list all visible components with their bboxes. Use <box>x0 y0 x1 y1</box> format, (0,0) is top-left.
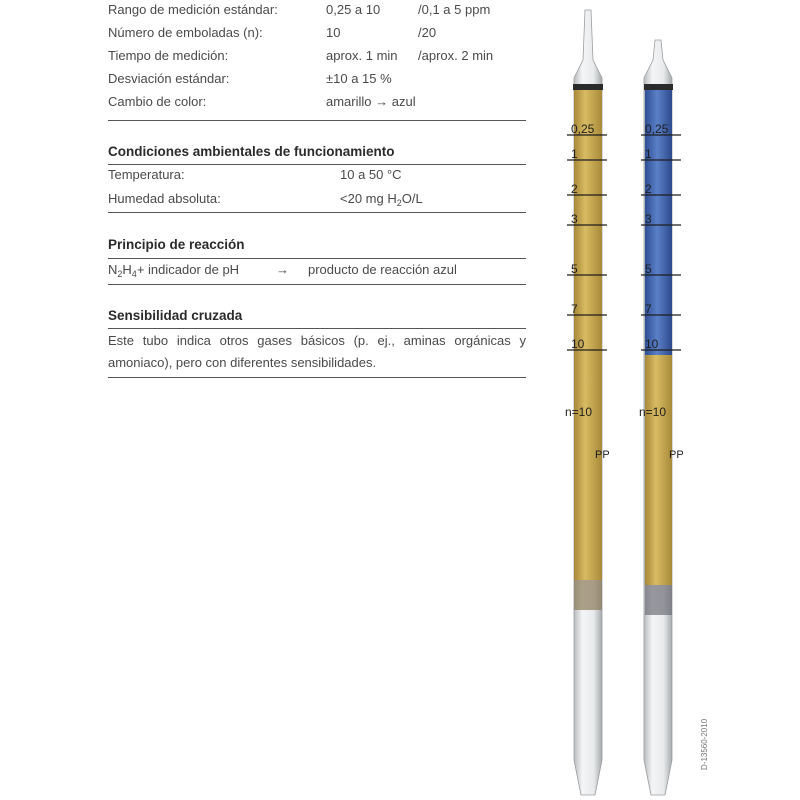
humidity-label: Humedad absoluta: <box>108 191 221 206</box>
formula-reactants: + indicador de pH <box>136 262 240 277</box>
divider <box>108 258 526 259</box>
spec-label: Rango de medición estándar: <box>108 2 278 17</box>
scale-label: 0,25 <box>645 122 669 136</box>
divider <box>108 212 526 213</box>
spec-value-alt: /20 <box>418 25 437 40</box>
tube-band <box>644 84 673 90</box>
formula-n: N <box>108 262 118 277</box>
tube-indicator-yellow <box>645 355 672 585</box>
unit-label: PP <box>669 449 684 461</box>
detector-tubes-illustration <box>545 0 705 800</box>
divider <box>108 120 526 121</box>
humidity-value-pre: <20 mg H <box>340 191 397 206</box>
spec-label: Cambio de color: <box>108 94 207 109</box>
spec-value: ±10 a 15 % <box>326 71 392 86</box>
reaction-formula <box>108 262 239 279</box>
spec-value: 0,25 a 10 <box>326 2 381 17</box>
divider <box>108 164 526 165</box>
humidity-value-post: O/L <box>401 191 423 206</box>
strokes-label: n=10 <box>639 405 667 419</box>
temperature-value: 10 a 50 °C <box>340 167 402 182</box>
tube-indicator-yellow <box>574 85 602 580</box>
scale-label: 7 <box>571 302 578 316</box>
scale-label: 1 <box>645 147 652 161</box>
spec-table <box>108 0 526 115</box>
spec-value: aprox. 1 min <box>326 48 398 63</box>
scale-label: 3 <box>571 212 578 226</box>
spec-row-deviation <box>108 69 526 92</box>
scale-label: 10 <box>645 337 659 351</box>
spec-value-alt: /aprox. 2 min <box>418 48 494 63</box>
tube-filter-plug <box>574 580 602 610</box>
tube-band <box>573 84 603 90</box>
divider <box>108 377 526 378</box>
formula-h-sub: 4 <box>131 269 137 279</box>
tube-filter-plug <box>645 585 672 615</box>
scale-label: 5 <box>645 262 652 276</box>
spec-value-alt: /0,1 a 5 ppm <box>418 2 491 17</box>
scale-label: 2 <box>645 182 652 196</box>
reaction-arrow: → <box>276 262 289 277</box>
cross-sensitivity-heading: Sensibilidad cruzada <box>108 308 243 323</box>
formula-n-sub: 2 <box>117 269 123 279</box>
temperature-label: Temperatura: <box>108 167 185 182</box>
humidity-value-sub: 2 <box>396 198 402 208</box>
scale-label: 5 <box>571 262 578 276</box>
reaction-product: producto de reacción azul <box>308 262 457 277</box>
divider <box>108 284 526 285</box>
scale-label: 10 <box>571 337 585 351</box>
spec-row-color-change <box>108 92 526 115</box>
scale-label: 7 <box>645 302 652 316</box>
spec-label: Número de emboladas (n): <box>108 25 263 40</box>
conditions-heading: Condiciones ambientales de funcionamiento <box>108 144 395 159</box>
divider <box>108 328 526 329</box>
spec-value: amarillo → azul <box>326 94 416 109</box>
spec-value: 10 <box>326 25 341 40</box>
spec-row-time <box>108 46 526 69</box>
unit-label: PP <box>595 449 610 461</box>
strokes-label: n=10 <box>565 405 593 419</box>
formula-h: H <box>122 262 132 277</box>
humidity-value <box>340 191 423 208</box>
reaction-heading: Principio de reacción <box>108 237 245 252</box>
scale-label: 1 <box>571 147 578 161</box>
cross-sensitivity-text: Este tubo indica otros gases básicos (p. ej., aminas orgánicas y amoniaco), pero con diferentes sensibilidades. <box>108 333 526 370</box>
image-code: D-13560-2010 <box>700 718 709 770</box>
spec-row-strokes <box>108 23 526 46</box>
scale-label: 3 <box>645 212 652 226</box>
spec-label: Desviación estándar: <box>108 71 230 86</box>
scale-label: 2 <box>571 182 578 196</box>
spec-row-range <box>108 0 526 23</box>
spec-label: Tiempo de medición: <box>108 48 229 63</box>
scale-label: 0,25 <box>571 122 595 136</box>
